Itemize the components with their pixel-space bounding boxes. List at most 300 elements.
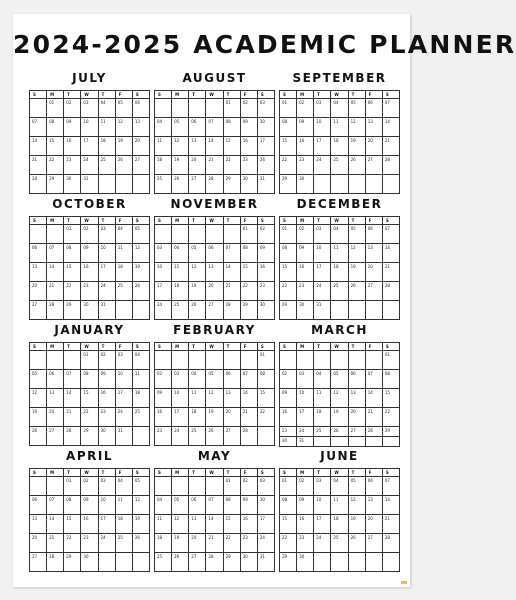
weekday-header: S <box>132 343 149 351</box>
day-cell: 08 <box>280 118 297 137</box>
day-cell <box>189 351 206 370</box>
day-cell: 28 <box>47 553 64 572</box>
week-row <box>280 553 400 572</box>
day-cell: 03 <box>314 477 331 496</box>
day-cell: 15 <box>280 263 297 282</box>
day-cell: 20 <box>206 282 223 301</box>
week-row <box>280 99 400 118</box>
day-cell: 14 <box>206 137 223 156</box>
day-cell: 23 <box>257 282 274 301</box>
week-row <box>155 477 275 496</box>
day-cell: 16 <box>257 263 274 282</box>
weekday-header: T <box>223 91 240 99</box>
day-cell: 01 <box>81 351 98 370</box>
day-cell: 16 <box>297 515 314 534</box>
day-cell <box>206 477 223 496</box>
day-cell: 02 <box>98 351 115 370</box>
month-name: MAY <box>197 449 232 463</box>
day-cell: 11 <box>314 389 331 408</box>
day-cell: 13 <box>189 137 206 156</box>
day-cell: 10 <box>81 118 98 137</box>
day-cell <box>30 99 47 118</box>
day-cell: 25 <box>331 534 348 553</box>
day-cell: 27 <box>30 553 47 572</box>
day-cell: 28 <box>240 427 257 446</box>
weekday-header: T <box>348 217 365 225</box>
day-cell: 23 <box>64 156 81 175</box>
day-cell: 17 <box>81 137 98 156</box>
day-cell: 07 <box>382 99 399 118</box>
day-cell: 18 <box>98 137 115 156</box>
day-cell: 14 <box>223 263 240 282</box>
day-cell <box>331 175 348 194</box>
week-row <box>30 301 150 320</box>
day-cell: 20 <box>30 282 47 301</box>
weekday-header: M <box>172 343 189 351</box>
day-cell: 01 <box>280 477 297 496</box>
day-cell: 16 <box>155 408 172 427</box>
day-cell <box>155 477 172 496</box>
day-cell: 25 <box>155 553 172 572</box>
week-row <box>280 515 400 534</box>
weekday-header: S <box>280 469 297 477</box>
weekday-header: T <box>189 343 206 351</box>
weekday-header: F <box>115 91 132 99</box>
day-cell: 31 <box>314 301 331 320</box>
weekday-header: W <box>331 343 348 351</box>
week-row <box>30 389 150 408</box>
day-cell: 10 <box>257 118 274 137</box>
weekday-header: T <box>98 217 115 225</box>
week-row <box>155 427 275 446</box>
day-cell: 01 <box>280 99 297 118</box>
day-cell: 02 <box>257 225 274 244</box>
day-cell: 05 <box>132 477 149 496</box>
day-cell: 29 <box>240 301 257 320</box>
month-june <box>279 444 400 570</box>
week-row <box>30 370 150 389</box>
day-cell <box>365 351 382 370</box>
day-cell: 07 <box>47 244 64 263</box>
day-cell: 22 <box>64 282 81 301</box>
day-cell: 28 <box>47 301 64 320</box>
weekday-header: W <box>81 91 98 99</box>
day-cell: 05 <box>172 496 189 515</box>
day-cell: 30 <box>81 553 98 572</box>
month-may <box>154 444 275 570</box>
week-row <box>155 496 275 515</box>
weekday-header: W <box>81 217 98 225</box>
day-cell: 26 <box>115 156 132 175</box>
weekday-header: T <box>314 469 331 477</box>
day-cell: 20 <box>47 408 64 427</box>
month-november <box>154 192 275 318</box>
day-cell <box>331 301 348 320</box>
weekday-header: F <box>240 469 257 477</box>
weekday-header: T <box>189 91 206 99</box>
day-cell: 10 <box>297 389 314 408</box>
day-cell <box>206 99 223 118</box>
day-cell: 04 <box>172 244 189 263</box>
day-cell: 25 <box>314 427 331 437</box>
day-cell: 23 <box>240 156 257 175</box>
day-cell: 19 <box>115 137 132 156</box>
day-cell: 27 <box>365 282 382 301</box>
day-cell: 07 <box>30 118 47 137</box>
weekday-header: S <box>30 217 47 225</box>
weekday-header: S <box>257 343 274 351</box>
day-cell: 06 <box>189 118 206 137</box>
weekday-header: S <box>155 217 172 225</box>
day-cell: 15 <box>382 389 399 408</box>
weekday-header: T <box>314 343 331 351</box>
day-cell: 21 <box>30 156 47 175</box>
day-cell: 20 <box>132 137 149 156</box>
day-cell: 21 <box>365 408 382 427</box>
weekday-header: S <box>382 343 399 351</box>
day-cell: 23 <box>81 282 98 301</box>
day-cell: 31 <box>81 175 98 194</box>
week-row <box>30 137 150 156</box>
day-cell: 22 <box>240 282 257 301</box>
day-cell: 13 <box>223 389 240 408</box>
day-cell <box>98 175 115 194</box>
day-cell: 24 <box>314 534 331 553</box>
day-cell: 29 <box>280 175 297 194</box>
week-row <box>155 156 275 175</box>
day-cell <box>382 301 399 320</box>
day-cell: 19 <box>132 263 149 282</box>
day-cell: 13 <box>365 244 382 263</box>
weekday-header: M <box>172 217 189 225</box>
day-cell: 07 <box>382 225 399 244</box>
day-cell: 28 <box>382 534 399 553</box>
day-cell: 15 <box>280 137 297 156</box>
day-cell: 05 <box>206 370 223 389</box>
weekday-header: S <box>132 469 149 477</box>
month-february <box>154 318 275 444</box>
weekday-header: S <box>132 91 149 99</box>
month-name: FEBRUARY <box>173 323 256 337</box>
month-calendar <box>279 90 400 194</box>
day-cell: 09 <box>297 118 314 137</box>
day-cell <box>115 301 132 320</box>
weekday-header: S <box>30 469 47 477</box>
day-cell: 26 <box>348 534 365 553</box>
weekday-header: S <box>280 91 297 99</box>
day-cell: 12 <box>348 244 365 263</box>
day-cell: 16 <box>81 515 98 534</box>
week-row <box>30 351 150 370</box>
day-cell: 07 <box>64 370 81 389</box>
day-cell: 22 <box>223 534 240 553</box>
day-cell: 05 <box>189 244 206 263</box>
month-calendar <box>29 90 150 194</box>
week-row <box>30 534 150 553</box>
day-cell: 06 <box>132 99 149 118</box>
month-december <box>279 192 400 318</box>
day-cell: 06 <box>47 370 64 389</box>
weekday-header: S <box>155 343 172 351</box>
day-cell: 08 <box>81 370 98 389</box>
day-cell: 29 <box>280 553 297 572</box>
weekday-header: F <box>115 217 132 225</box>
week-row <box>155 515 275 534</box>
day-cell: 02 <box>64 99 81 118</box>
day-cell: 19 <box>348 263 365 282</box>
week-row <box>30 118 150 137</box>
day-cell <box>348 351 365 370</box>
day-cell: 13 <box>30 263 47 282</box>
day-cell: 30 <box>297 301 314 320</box>
day-cell: 05 <box>115 99 132 118</box>
day-cell: 21 <box>382 137 399 156</box>
weekday-header: T <box>98 91 115 99</box>
day-cell <box>172 351 189 370</box>
day-cell <box>365 553 382 572</box>
day-cell: 14 <box>64 389 81 408</box>
day-cell <box>280 351 297 370</box>
day-cell: 18 <box>115 515 132 534</box>
day-cell: 08 <box>64 496 81 515</box>
day-cell <box>348 175 365 194</box>
weekday-header: F <box>365 91 382 99</box>
day-cell: 09 <box>280 389 297 408</box>
day-cell <box>189 99 206 118</box>
day-cell: 08 <box>382 370 399 389</box>
day-cell: 12 <box>115 118 132 137</box>
weekday-header: W <box>331 91 348 99</box>
weekday-header: S <box>257 469 274 477</box>
weekday-header: F <box>240 343 257 351</box>
day-cell: 13 <box>348 389 365 408</box>
day-cell: 13 <box>132 118 149 137</box>
day-cell: 24 <box>98 534 115 553</box>
day-cell: 09 <box>297 244 314 263</box>
day-cell <box>132 553 149 572</box>
day-cell: 21 <box>223 282 240 301</box>
day-cell: 21 <box>206 156 223 175</box>
day-cell: 13 <box>206 263 223 282</box>
day-cell: 05 <box>331 370 348 389</box>
day-cell: 30 <box>280 437 297 447</box>
day-cell: 06 <box>365 99 382 118</box>
week-row <box>30 515 150 534</box>
day-cell: 03 <box>98 225 115 244</box>
weekday-header: T <box>64 469 81 477</box>
day-cell <box>223 225 240 244</box>
day-cell: 16 <box>297 137 314 156</box>
day-cell: 24 <box>155 301 172 320</box>
day-cell: 11 <box>98 118 115 137</box>
day-cell <box>331 351 348 370</box>
day-cell: 27 <box>365 156 382 175</box>
day-cell: 28 <box>30 175 47 194</box>
weekday-header: M <box>172 469 189 477</box>
day-cell: 30 <box>64 175 81 194</box>
day-cell: 23 <box>280 427 297 437</box>
day-cell: 20 <box>223 408 240 427</box>
day-cell: 01 <box>47 99 64 118</box>
day-cell: 14 <box>365 389 382 408</box>
weekday-header: S <box>280 343 297 351</box>
day-cell <box>132 175 149 194</box>
day-cell <box>132 301 149 320</box>
day-cell: 24 <box>257 156 274 175</box>
day-cell: 25 <box>155 175 172 194</box>
week-row <box>280 477 400 496</box>
day-cell: 21 <box>47 534 64 553</box>
week-row <box>155 370 275 389</box>
day-cell: 04 <box>132 351 149 370</box>
day-cell: 29 <box>81 427 98 446</box>
week-row <box>280 408 400 427</box>
day-cell: 13 <box>189 515 206 534</box>
day-cell: 03 <box>314 225 331 244</box>
day-cell: 20 <box>189 534 206 553</box>
weekday-header: T <box>64 91 81 99</box>
weekday-header: M <box>297 343 314 351</box>
day-cell: 19 <box>172 156 189 175</box>
day-cell <box>155 225 172 244</box>
day-cell: 11 <box>331 118 348 137</box>
day-cell: 30 <box>98 427 115 446</box>
day-cell: 12 <box>132 496 149 515</box>
month-calendar <box>29 342 150 446</box>
day-cell <box>172 99 189 118</box>
month-calendar <box>154 468 275 572</box>
day-cell: 07 <box>240 370 257 389</box>
day-cell: 26 <box>348 156 365 175</box>
day-cell: 01 <box>64 477 81 496</box>
day-cell: 12 <box>348 118 365 137</box>
day-cell: 22 <box>280 282 297 301</box>
day-cell: 29 <box>223 553 240 572</box>
day-cell: 22 <box>280 156 297 175</box>
day-cell: 05 <box>348 477 365 496</box>
day-cell: 09 <box>81 244 98 263</box>
day-cell: 07 <box>206 496 223 515</box>
weekday-header: S <box>257 217 274 225</box>
day-cell: 28 <box>206 175 223 194</box>
day-cell: 24 <box>314 282 331 301</box>
day-cell: 29 <box>223 175 240 194</box>
week-row <box>280 496 400 515</box>
day-cell: 10 <box>98 244 115 263</box>
weekday-header: F <box>115 469 132 477</box>
week-row <box>30 175 150 194</box>
weekday-header: S <box>155 469 172 477</box>
day-cell: 31 <box>257 553 274 572</box>
day-cell: 22 <box>64 534 81 553</box>
day-cell: 28 <box>206 553 223 572</box>
weekday-header: S <box>30 343 47 351</box>
month-name: JANUARY <box>54 323 125 337</box>
day-cell: 17 <box>257 515 274 534</box>
brand-logo-icon <box>401 581 407 584</box>
weekday-header: T <box>64 217 81 225</box>
month-name: JUNE <box>320 449 359 463</box>
weekday-header: T <box>348 469 365 477</box>
day-cell: 01 <box>64 225 81 244</box>
day-cell: 02 <box>280 370 297 389</box>
day-cell: 03 <box>314 99 331 118</box>
day-cell: 12 <box>206 389 223 408</box>
day-cell: 22 <box>47 156 64 175</box>
day-cell: 04 <box>331 99 348 118</box>
weekday-header: S <box>382 217 399 225</box>
weekday-header: T <box>314 217 331 225</box>
day-cell: 10 <box>314 496 331 515</box>
week-row <box>30 244 150 263</box>
month-march <box>279 318 400 444</box>
day-cell: 25 <box>172 301 189 320</box>
day-cell: 01 <box>257 351 274 370</box>
month-september <box>279 66 400 192</box>
month-calendar <box>29 216 150 320</box>
day-cell <box>348 553 365 572</box>
day-cell: 08 <box>257 370 274 389</box>
month-name: OCTOBER <box>52 197 127 211</box>
weekday-header: M <box>47 343 64 351</box>
day-cell: 09 <box>297 496 314 515</box>
day-cell: 17 <box>115 389 132 408</box>
day-cell: 16 <box>98 389 115 408</box>
day-cell: 09 <box>257 244 274 263</box>
week-row <box>280 534 400 553</box>
day-cell: 21 <box>382 515 399 534</box>
day-cell: 28 <box>365 427 382 437</box>
day-cell: 09 <box>98 370 115 389</box>
day-cell: 18 <box>115 263 132 282</box>
day-cell: 27 <box>132 156 149 175</box>
day-cell: 14 <box>382 118 399 137</box>
day-cell: 08 <box>64 244 81 263</box>
day-cell: 05 <box>348 225 365 244</box>
week-row <box>155 282 275 301</box>
day-cell: 27 <box>206 301 223 320</box>
week-row <box>280 156 400 175</box>
brand-footer <box>401 581 407 584</box>
day-cell: 12 <box>172 515 189 534</box>
day-cell: 22 <box>81 408 98 427</box>
day-cell: 07 <box>365 370 382 389</box>
day-cell: 26 <box>132 534 149 553</box>
day-cell: 17 <box>257 137 274 156</box>
day-cell: 11 <box>331 496 348 515</box>
weekday-header: W <box>206 469 223 477</box>
day-cell: 23 <box>98 408 115 427</box>
day-cell: 15 <box>81 389 98 408</box>
day-cell: 11 <box>155 137 172 156</box>
day-cell <box>331 553 348 572</box>
day-cell: 26 <box>331 427 348 437</box>
day-cell: 04 <box>115 477 132 496</box>
week-row <box>155 534 275 553</box>
day-cell: 16 <box>297 263 314 282</box>
weekday-header: M <box>297 217 314 225</box>
day-cell <box>365 175 382 194</box>
month-name: MARCH <box>311 323 368 337</box>
day-cell <box>64 351 81 370</box>
day-cell: 04 <box>98 99 115 118</box>
day-cell: 03 <box>81 99 98 118</box>
month-october <box>29 192 150 318</box>
day-cell: 03 <box>172 370 189 389</box>
day-cell: 08 <box>240 244 257 263</box>
day-cell: 05 <box>30 370 47 389</box>
day-cell <box>189 477 206 496</box>
